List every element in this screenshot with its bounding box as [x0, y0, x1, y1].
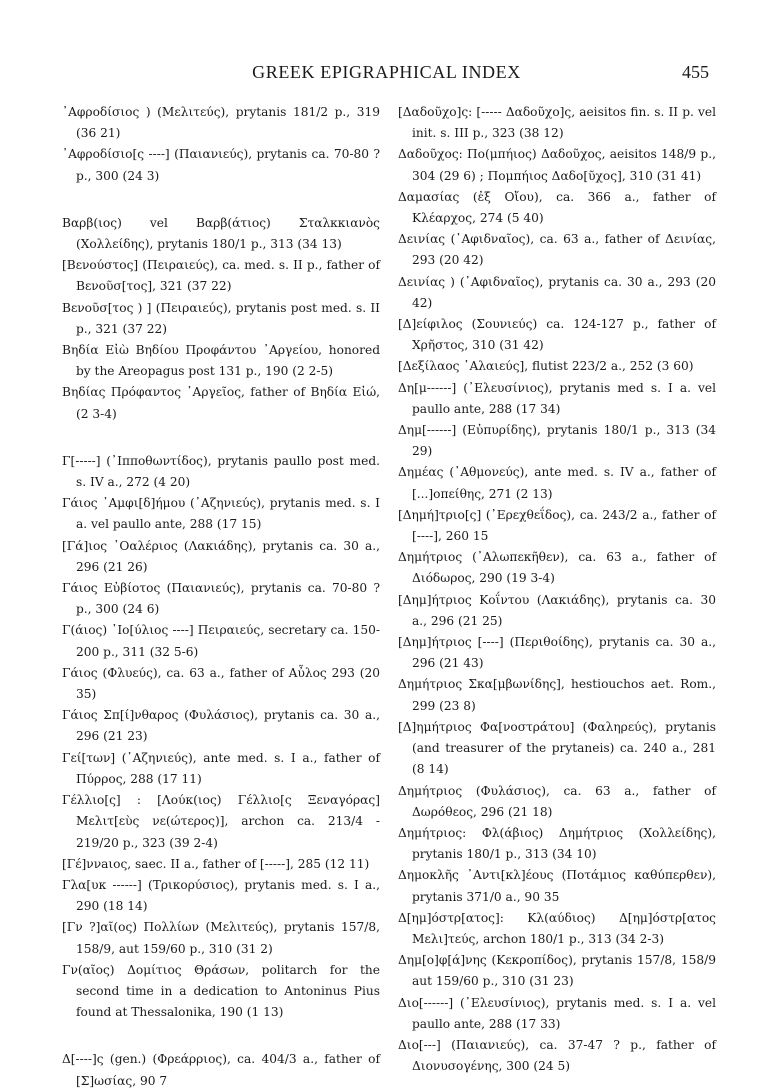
index-entry: Δαδοῦχος: Πο(μπήιος) Δαδοῦχος, aeisitos 148/9 p., 304 (29 6) ; Πομπήιος Δαδο[ῦχος], 310 (31 41): [398, 147, 716, 183]
index-entry: Δημήτριος (Φυλάσιος), ca. 63 a., father of Δωρόθεος, 296 (21 18): [398, 783, 716, 819]
index-entry: Γεί[των] (᾿Αζηνιεύς), ante med. s. I a., father of Πύρρος, 288 (17 11): [62, 750, 380, 786]
index-entry: [Δημ]ήτριος [----] (Περιθοίδης), prytanis ca. 30 a., 296 (21 43): [398, 635, 716, 671]
index-entry: [Δ]είφιλος (Σουνιεύς) ca. 124-127 p., father of Χρῆστος, 310 (31 42): [398, 317, 716, 353]
index-entry: Γλα[υκ ------] (Τρικορύσιος), prytanis med. s. I a., 290 (18 14): [62, 877, 380, 914]
index-entry: [Βενούστος] (Πειραιεύς), ca. med. s. II p., father of Βενοῦσ[τος], 321 (37 22): [62, 258, 380, 294]
index-entry: Γάιος (Φλυεύς), ca. 63 a., father of Αὖλος 293 (20 35): [62, 665, 380, 702]
index-entry: Βενοῦσ[τος ) ] (Πειραιεύς), prytanis post med. s. II p., 321 (37 22): [62, 300, 380, 336]
index-entry: Δημήτριος (᾿Αλωπεκῆθεν), ca. 63 a., father of Διόδωρος, 290 (19 3-4): [398, 550, 716, 586]
section-gap: [62, 425, 380, 451]
index-entry: ᾿Αφροδίσιος ) (Μελιτεύς), prytanis 181/2 p., 319 (36 21): [62, 105, 380, 141]
index-entry: [Δημή]τριο[ς] (᾿Ερεχθεΐδος), ca. 243/2 a., father of [----], 260 15: [398, 507, 716, 544]
index-entry: [Δαδοῦχο]ς: [----- Δαδοῦχο]ς, aeisitos fin. s. II p. vel init. s. III p., 323 (38 12): [398, 105, 716, 141]
index-entry: Δημοκλῆς ᾿Αντι[κλ]έους (Ποτάμιος καθύπερθεν), prytanis 371/0 a., 90 35: [398, 868, 716, 904]
index-entry: Βηδίας Πρόφαντος ᾿Αργεῖος, father of Βηδία Εἰώ, (2 3-4): [62, 385, 380, 421]
index-entry: Διο[------] (᾿Ελευσίνιος), prytanis med. s. I a. vel paullo ante, 288 (17 33): [398, 995, 716, 1031]
index-entry: Δημήτριος: Φλ(άβιος) Δημήτριος (Χολλείδης), prytanis 180/1 p., 313 (34 10): [398, 825, 716, 862]
index-entry: Βηδία Εἰὼ Βηδίου Προφάντου ᾿Αργείου, honored by the Areopagus post 131 p., 190 (2 2-5): [62, 343, 380, 379]
index-entry: Δημ[------] (Εὐπυρίδης), prytanis 180/1 p., 313 (34 29): [398, 423, 716, 459]
index-entry: Δημήτριος Σκα[μβωνίδης], hestiouchos aet. Rom., 299 (23 8): [398, 677, 716, 713]
index-entry: Διο[---] (Παιανιεύς), ca. 37-47 ? p., father of Διονυσογένης, 300 (24 5): [398, 1037, 716, 1074]
index-entry: Δεινίας ) (᾿Αφιδναῖος), prytanis ca. 30 a., 293 (20 42): [398, 274, 716, 310]
index-entry: Δημ[ο]φ[ά]νης (Κεκροπίδος), prytanis 157/8, 158/9 aut 159/60 p., 310 (31 23): [398, 953, 716, 989]
right-column: [398, 102, 716, 1077]
section-gap: [62, 1023, 380, 1049]
index-entry: Δεινίας (᾿Αφιδναῖος), ca. 63 a., father of Δεινίας, 293 (20 42): [398, 232, 716, 268]
index-entry: [Γν ?]αῖ(ος) Πολλίων (Μελιτεύς), prytanis 157/8, 158/9, aut 159/60 p., 310 (31 2): [62, 920, 380, 956]
page-header: [0, 58, 773, 86]
index-entry: [Δεξίλαος ῾Αλαιεύς], flutist 223/2 a., 252 (3 60): [398, 359, 694, 374]
running-title: GREEK EPIGRAPHICAL INDEX: [252, 62, 521, 82]
index-entry: Γάιος Σπ[ί]νθαρος (Φυλάσιος), prytanis ca. 30 a., 296 (21 23): [62, 708, 380, 744]
left-column: [62, 102, 380, 1092]
index-entry: Γ[-----] (᾿Ιπποθωντίδος), prytanis paullo post med. s. IV a., 272 (4 20): [62, 453, 380, 490]
index-entry: Γ(άιος) ᾿Ιο[ύλιος ----] Πειραιεύς, secretary ca. 150-200 p., 311 (32 5-6): [62, 623, 380, 659]
index-entry: [Δημ]ήτριος Κοΐντου (Λακιάδης), prytanis ca. 30 a., 296 (21 25): [398, 592, 716, 628]
section-gap: [62, 187, 380, 213]
index-entry: [Γά]ιος ᾿Οαλέριος (Λακιάδης), prytanis ca. 30 a., 296 (21 26): [62, 538, 380, 574]
index-entry: [Δ]ημήτριος Φα[νοστράτου] (Φαληρεύς), prytanis (and treasurer of the prytaneis) ca. 240 a., 281 (8 14): [398, 719, 716, 777]
index-entry: Δ[----]ς (gen.) (Φρεάρριος), ca. 404/3 a., father of [Σ]ωσίας, 90 7: [62, 1052, 380, 1088]
index-entry: ᾿Αφροδίσιο[ς ----] (Παιανιεύς), prytanis ca. 70-80 ? p., 300 (24 3): [62, 147, 380, 183]
index-entry: Δ[ημ]όστρ[ατος]: Κλ(αύδιος) Δ[ημ]όστρ[ατος Μελι]τεύς, archon 180/1 p., 313 (34 2-3): [398, 910, 716, 946]
index-entry: Γάιος ᾿Αμφι[δ]ήμου (᾿Αζηνιεύς), prytanis med. s. I a. vel paullo ante, 288 (17 15): [62, 496, 380, 532]
index-entry: Δη[μ------] (᾿Ελευσίνιος), prytanis med s. I a. vel paullo ante, 288 (17 34): [398, 380, 716, 416]
index-entry: Γέλλιο[ς] : [Λούκ(ιος) Γέλλιο[ς Ξεναγόρας] Μελιτ[εὺς νε(ώτερος)], archon ca. 213/4 - 219/20 p., 323 (39 2-4): [62, 793, 380, 850]
index-entry: Γν(αῖος) Δομίτιος Θράσων, politarch for the second time in a dedication to Antoninus Pius found at Thessalonika, 190 (1 13): [62, 962, 380, 1020]
index-entry: Βαρβ(ιος) vel Βαρβ(άτιος) Σταλκκιανὸς (Χολλείδης), prytanis 180/1 p., 313 (34 13): [62, 215, 380, 252]
index-entry: [Γέ]ννaιος, saec. II a., father of [-----], 285 (12 11): [62, 856, 370, 871]
index-entry: Δαμασίας (ἐξ Οἴου), ca. 366 a., father of Κλέαρχος, 274 (5 40): [398, 189, 716, 226]
page-number: 455: [682, 62, 709, 82]
index-entry: Γάιος Εὐβίοτος (Παιανιεύς), prytanis ca. 70-80 ? p., 300 (24 6): [62, 581, 380, 617]
index-entry: Δημέας (᾿Αθμονεύς), ante med. s. IV a., father of [...]οπείθης, 271 (2 13): [398, 465, 716, 501]
